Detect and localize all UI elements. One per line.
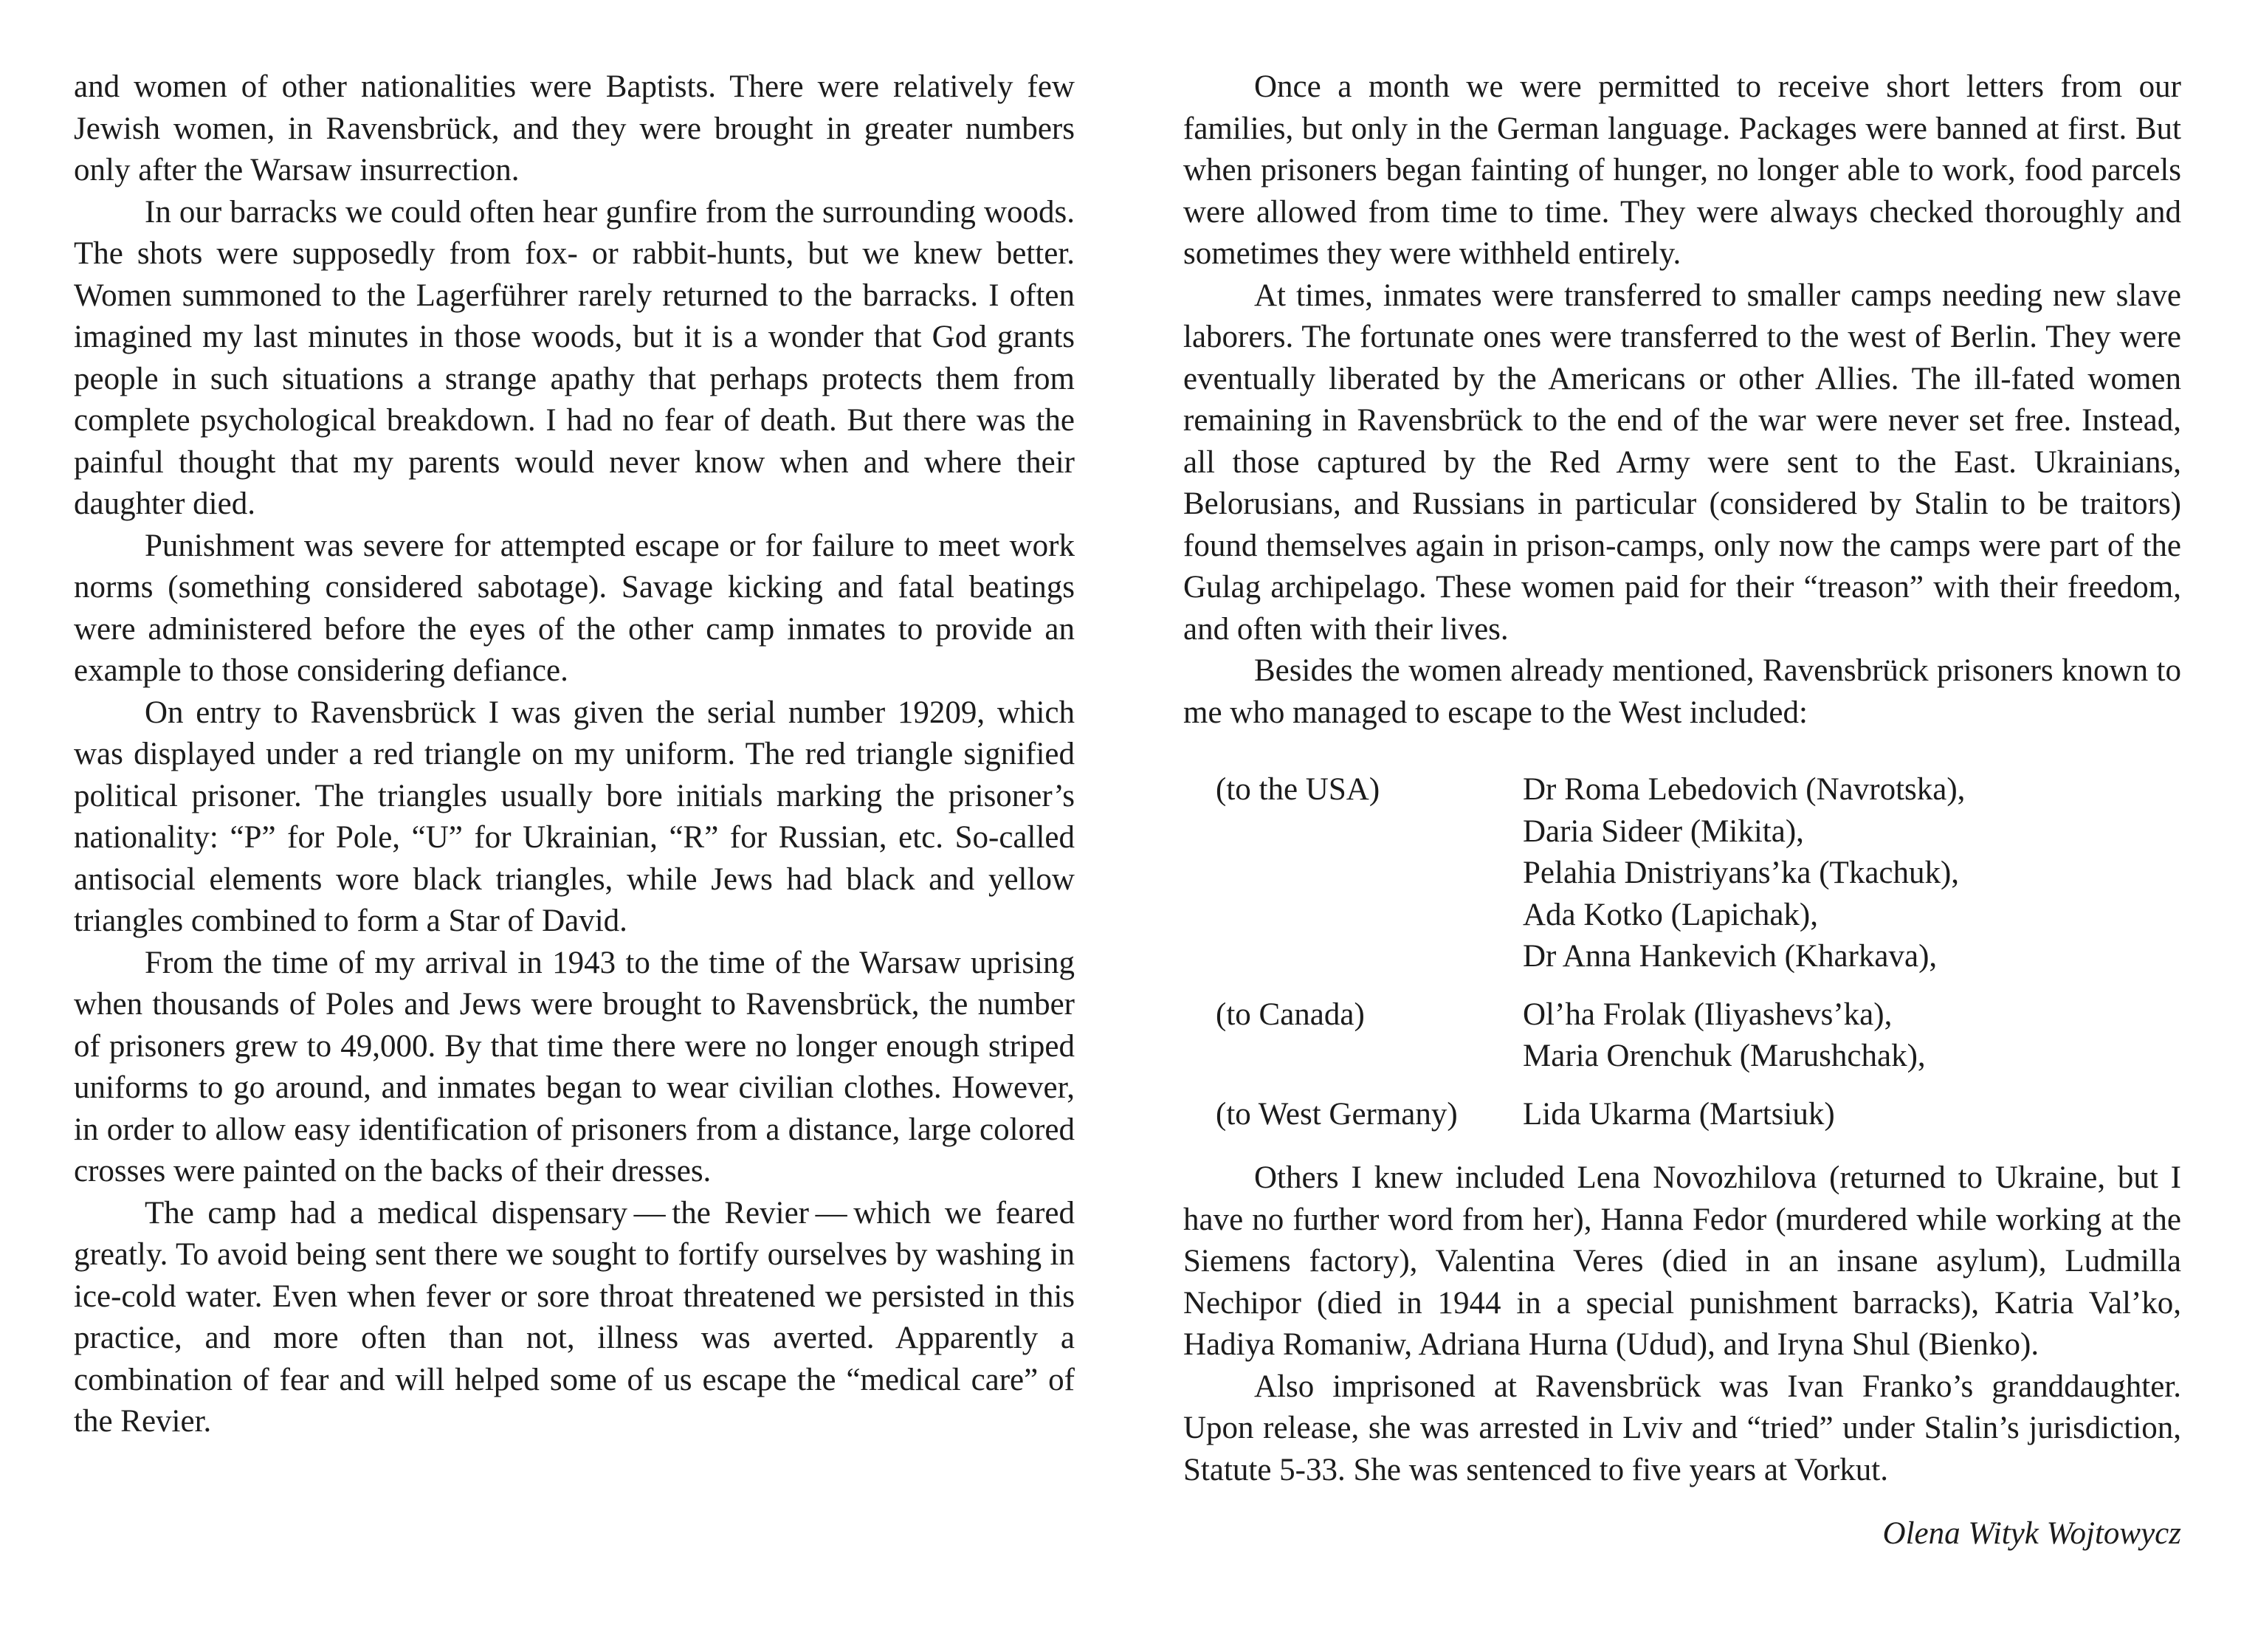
destination-label: (to West Germany) bbox=[1216, 1096, 1458, 1132]
paragraph: From the time of my arrival in 1943 to the time of the Warsaw uprising when thousands of Poles and Jews were brought to Ravensbrück, the number of prisoners grew to 49,000. By that time there were no longer enough striped uniforms to go around, and inmates began to wear civilian clothes. However, in order to allow easy identification of prisoners from a distance, large colored crosses were painted on the backs of their dresses. bbox=[74, 945, 1075, 1188]
escapee-name: Ol’ha Frolak (Iliyashevs’ka), bbox=[1523, 997, 1893, 1032]
paragraph: and women of other nationalities were Baptists. There were relatively few Jewish women, in Ravensbrück, and they were brought in greater numbers only after the Warsaw insurrection. bbox=[74, 69, 1075, 187]
paragraph: In our barracks we could often hear gunfire from the surrounding woods. The shots were supposedly from fox- or rabbit-hunts, but we knew better. Women summoned to the Lagerführer rarely returned to the barracks. I often imagined my last minutes in those woods, but it is a wonder that God grants people in such situations a strange apathy that perhaps protects them from complete psychological breakdown. I had no fear of death. But there was the painful thought that my parents would never know when and where their daughter died. bbox=[74, 194, 1075, 521]
escapee-name: Dr Roma Lebedovich (Navrotska), bbox=[1523, 772, 1966, 807]
paragraph: Others I knew included Lena Novozhilova (returned to Ukraine, but I have no further word from her), Hanna Fedor (murdered while working at the Siemens factory), Valentina Veres (died in an insane asylum), Ludmilla Nechipor (died in 1944 in a special punishment barracks), Katria Val’ko, Hadiya Romaniw, Adriana Hurna (Udud), and Iryna Shul (Bienko). bbox=[1183, 1160, 2181, 1362]
author-signature: Olena Wityk Wojtowycz bbox=[1882, 1516, 2181, 1551]
escapee-name: Daria Sideer (Mikita), bbox=[1523, 813, 1804, 849]
name-list bbox=[1523, 994, 2181, 1078]
paragraph: The camp had a medical dispensary — the Revier — which we feared greatly. To avoid being sent there we sought to fortify ourselves by washing in ice-cold water. Even when fever or sore throat threatened we persisted in this practice, and more often than not, illness was averted. Apparently a combination of fear and will helped some of us escape the “medical care” of the Revier. bbox=[74, 1195, 1075, 1439]
right-column bbox=[1183, 66, 2181, 1555]
destination-label: (to Canada) bbox=[1216, 997, 1365, 1032]
paragraph: Besides the women already mentioned, Ravensbrück prisoners known to me who managed to escape to the West included: bbox=[1183, 653, 2181, 730]
escapee-name: Ada Kotko (Lapichak), bbox=[1523, 897, 1818, 932]
name-list bbox=[1523, 1094, 2181, 1136]
escapee-name: Maria Orenchuk (Marushchak), bbox=[1523, 1039, 1926, 1073]
escapee-name: Pelahia Dnistriyans’ka (Tkachuk), bbox=[1523, 856, 1960, 890]
escapee-group-usa bbox=[1183, 769, 2181, 978]
paragraph: At times, inmates were transferred to smaller camps needing new slave laborers. The fortunate ones were transferred to the west of Berlin. They were eventually liberated by the Americans or other Allies. The ill-fated women remaining in Ravensbrück to the end of the war were never set free. Instead, all those captured by the Red Army were sent to the East. Ukrainians, Belorusians, and Russians in particular (considered by Stalin to be traitors) found themselves again in prison-camps, only now the camps were part of the Gulag archipelago. These women paid for their “treason” with their freedom, and often with their lives. bbox=[1183, 278, 2181, 647]
paragraph: Also imprisoned at Ravensbrück was Ivan Franko’s granddaughter. Upon release, she was arrested in Lviv and “tried” under Stalin’s jurisdiction, Statute 5-33. She was sentenced to five years at Vorkut. bbox=[1183, 1369, 2181, 1487]
paragraph: Punishment was severe for attempted escape or for failure to meet work norms (something considered sabotage). Savage kicking and fatal beatings were administered before the eyes of the other camp inmates to provide an example to those considering defiance. bbox=[74, 528, 1075, 688]
escapee-list bbox=[1183, 769, 2181, 1135]
escapee-name: Lida Ukarma (Martsiuk) bbox=[1523, 1096, 1835, 1132]
left-column bbox=[74, 66, 1075, 1443]
escapee-group-west-germany bbox=[1183, 1094, 2181, 1136]
destination-label: (to the USA) bbox=[1216, 772, 1380, 807]
name-list bbox=[1523, 769, 2181, 978]
escapee-name: Dr Anna Hankevich (Kharkava), bbox=[1523, 939, 1938, 974]
paragraph: Once a month we were permitted to receive short letters from our families, but only in the German language. Packages were banned at first. But when prisoners began fainting of hunger, no longer able to work, food parcels were allowed from time to time. They were always checked thoroughly and sometimes they were withheld entirely. bbox=[1183, 69, 2181, 271]
escapee-group-canada bbox=[1183, 994, 2181, 1078]
paragraph: On entry to Ravensbrück I was given the serial number 19209, which was displayed under a red triangle on my uniform. The red triangle signified political prisoner. The triangles usually bore initials marking the prisoner’s nationality: “P” for Pole, “U” for Ukrainian, “R” for Russian, etc. So-called antisocial elements wore black triangles, while Jews had black and yellow triangles combined to form a Star of David. bbox=[74, 695, 1075, 938]
